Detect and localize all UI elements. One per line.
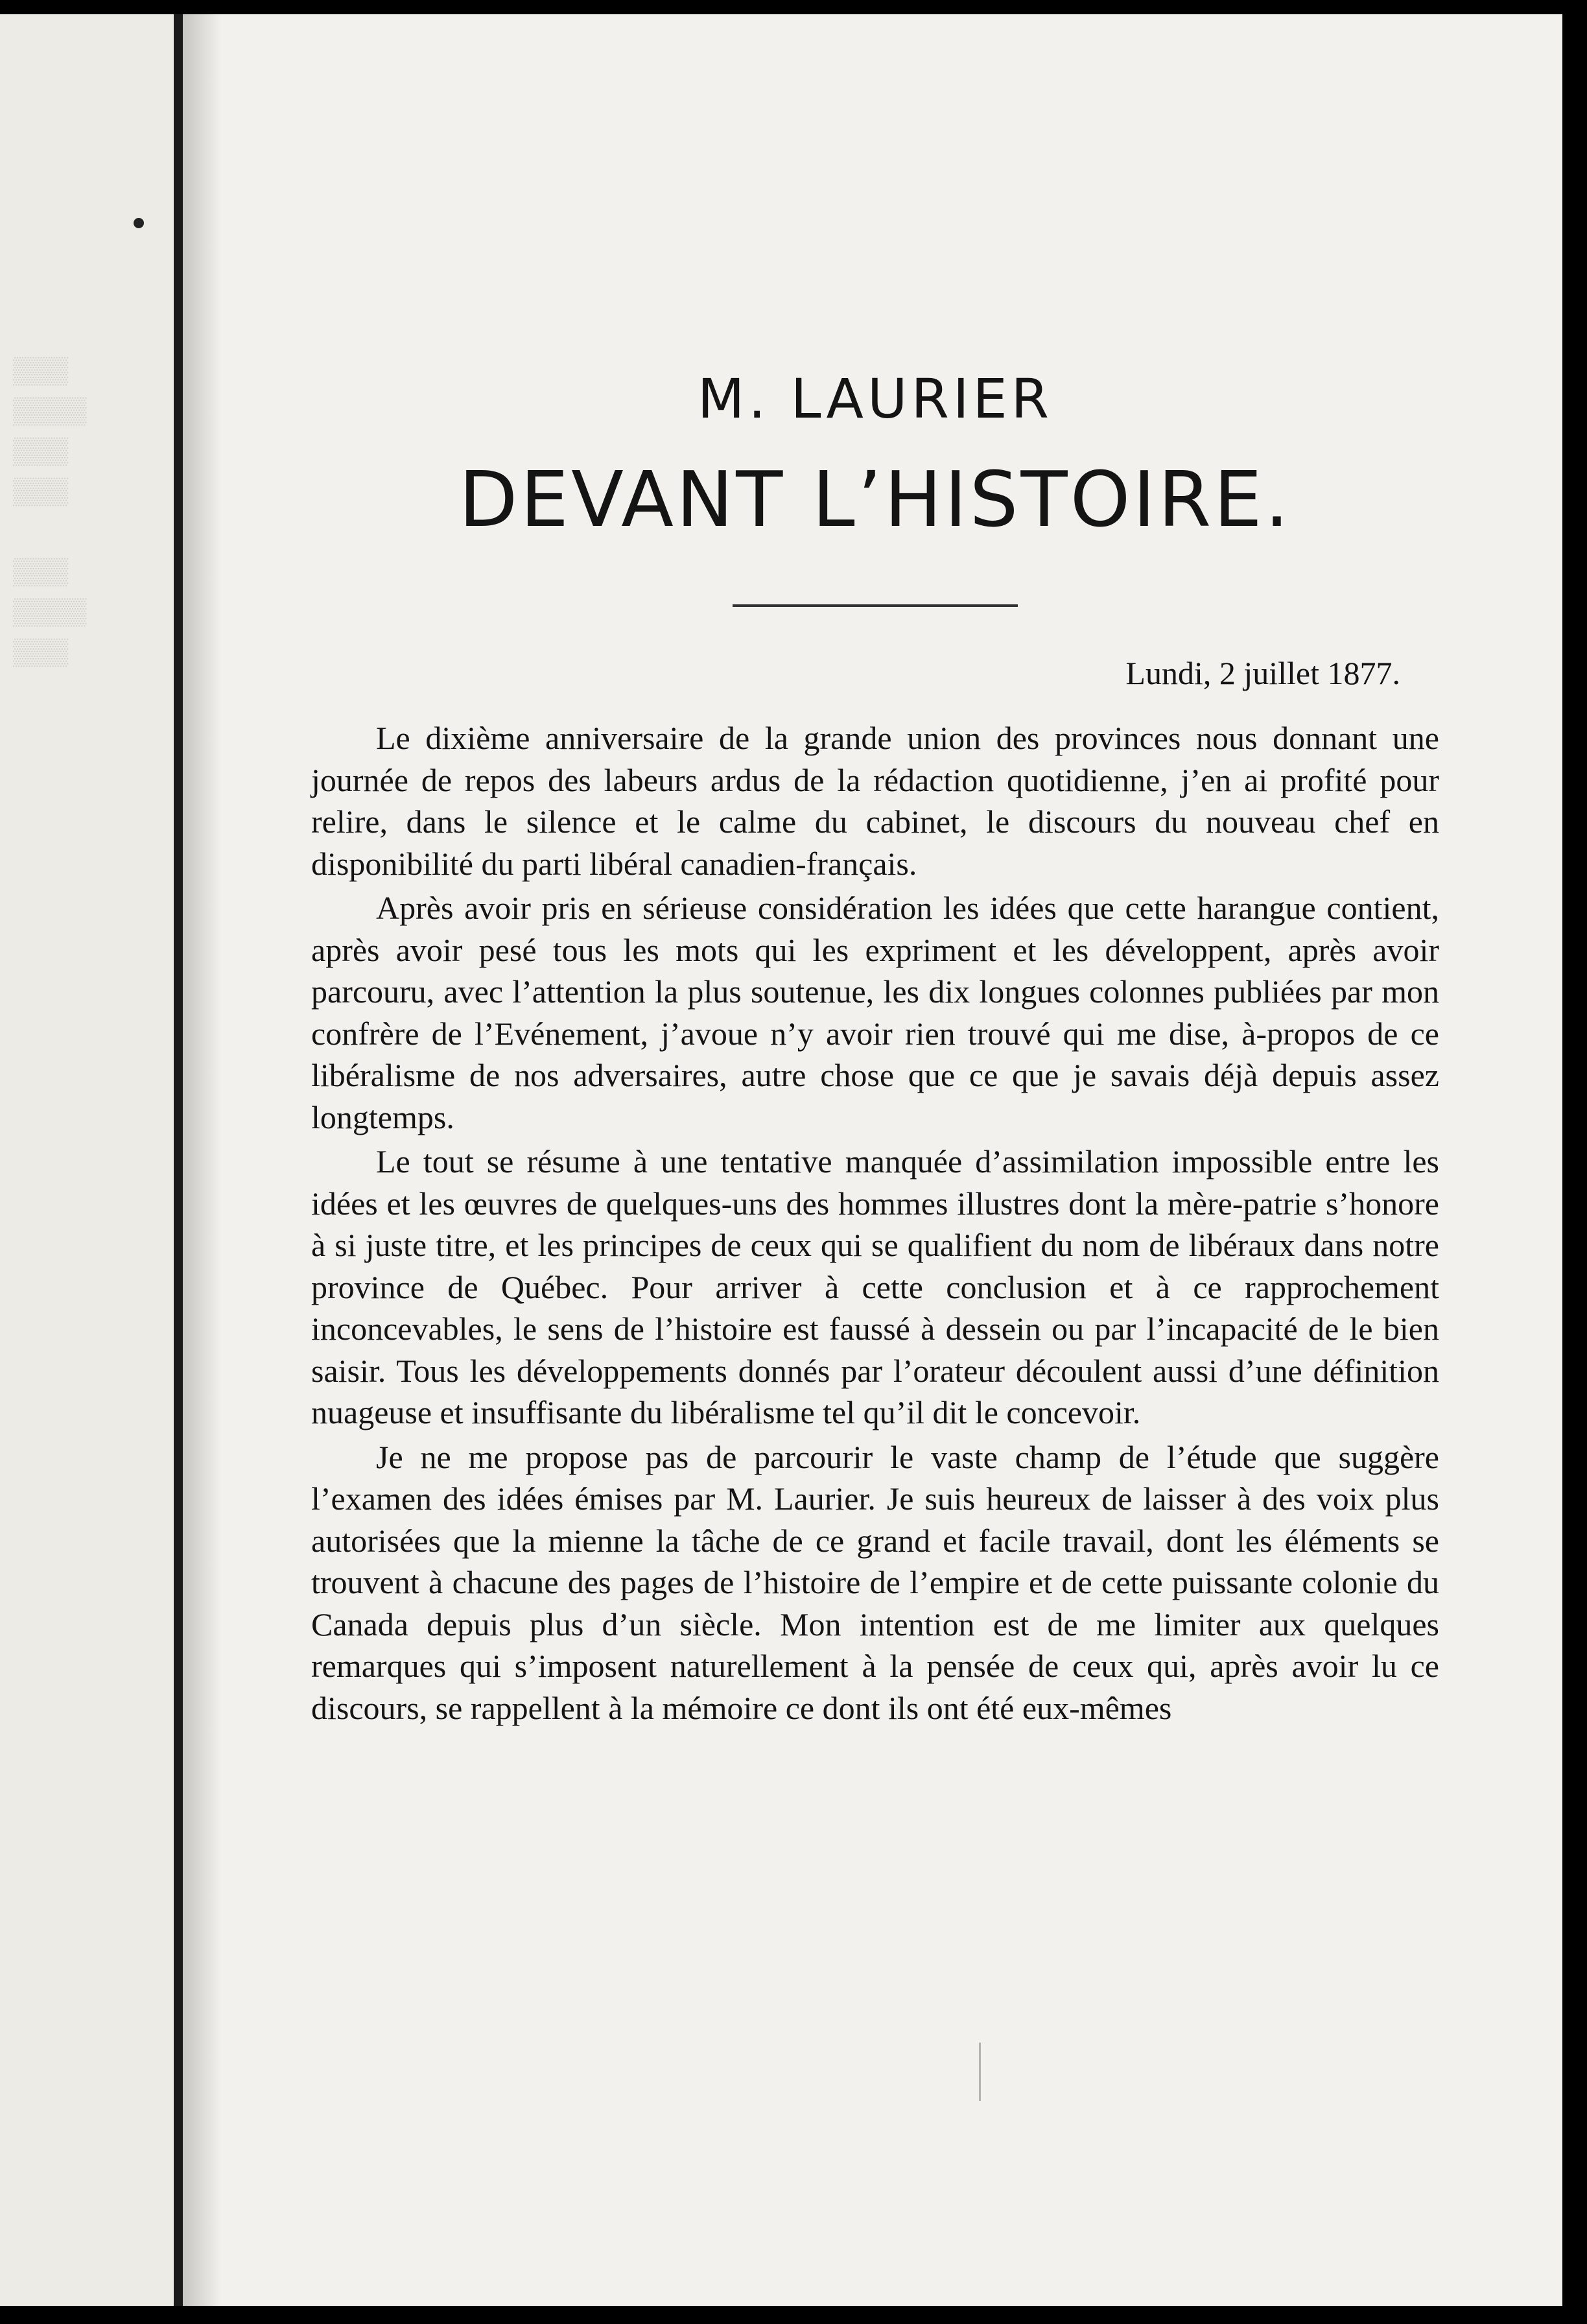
scan-top-border [0,0,1587,14]
paragraph-1: Le dixième anniversaire de la grande union des provinces nous donnant une journée de repos des labeurs ardus de la rédaction quotidienne, j’en ai profité pour relire, dans le silence et le calme du cabinet, le discours du nouveau chef en disponibilité du parti libéral canadien-français. [311,720,1439,882]
title-rule [733,604,1018,607]
scan-bottom-border [0,2306,1587,2324]
title-line-1: M. LAURIER [697,367,1053,431]
title-line-2: DEVANT L’HISTOIRE. [458,455,1292,544]
page-gutter [174,14,183,2306]
binding-hole [134,218,144,228]
page-content [311,363,1439,1729]
pencil-mark [979,2043,1026,2101]
paragraph-2: Après avoir pris en sérieuse considération les idées que cette harangue contient, après avoir pesé tous les mots qui les expriment et les développent, après avoir parcouru, avec l’attention la plus soutenue, les dix longues colonnes publiées par mon confrère de l’Evénement, j’avoue n’y avoir rien trouvé qui me dise, à-propos de ce libéralisme de nos adversaires, autre chose que ce que je savais déjà depuis assez longtemps. [311,890,1439,1135]
scan-right-border [1562,0,1587,2324]
dateline: Lundi, 2 juillet 1877. [1125,655,1400,691]
facing-page-bleed-through: ▒▒▒ ▒▒▒▒ ▒▒▒ ▒▒▒ ▒▒▒ ▒▒▒▒ ▒▒▒ [13,355,87,666]
gutter-shadow [183,14,222,2306]
paragraph-4: Je ne me propose pas de parcourir le vaste champ de l’étude que suggère l’examen des idées émises par M. Laurier. Je suis heureux de laisser à des voix plus autorisées que la mienne la tâche de ce grand et facile travail, dont les éléments se trouvent à chacune des pages de l’histoire de l’empire et de cette puissante colonie du Canada depuis plus d’un siècle. Mon intention est de me limiter aux quelques remarques qui s’imposent naturellement à la pensée de ceux qui, après avoir lu ce discours, se rappellent à la mémoire ce dont ils ont été eux-mêmes [311,1438,1439,1726]
paragraph-3: Le tout se résume à une tentative manquée d’assimilation impossible entre les idées et les œuvres de quelques-uns des hommes illustres dont la mère-patrie s’honore à si juste titre, et les principes de ceux qui se qualifient du nom de libéraux dans notre province de Québec. Pour arriver à cette conclusion et à ce rapprochement inconcevables, le sens de l’histoire est faussé à dessein ou par l’incapacité de le bien saisir. Tous les développements donnés par l’orateur découlent aussi d’une définition nuageuse et insuffisante du libéralisme tel qu’il dit le concevoir. [311,1143,1439,1430]
